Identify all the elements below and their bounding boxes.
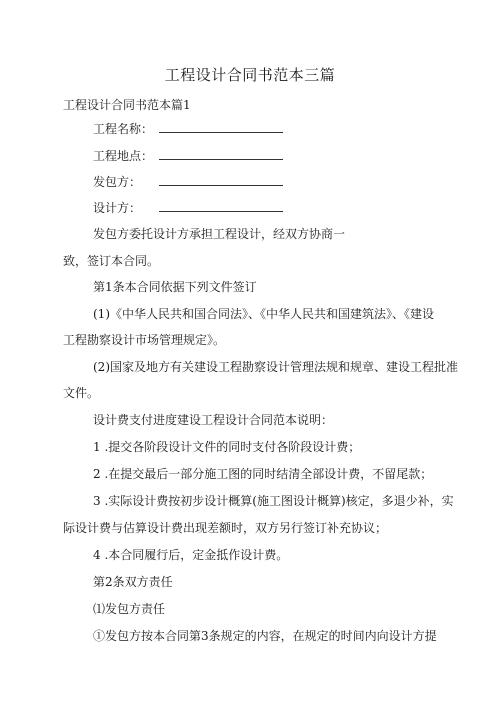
field-label: 设计方： bbox=[93, 201, 142, 215]
field-label: 工程地点： bbox=[93, 149, 154, 163]
sub-heading-client-duties: ⑴发包方责任 bbox=[93, 602, 166, 616]
paragraph-intro-line2: 致，签订本合同。 bbox=[63, 254, 160, 268]
field-designer bbox=[93, 200, 283, 216]
field-blank-line bbox=[159, 174, 283, 186]
item-2-line2: 文件。 bbox=[63, 386, 100, 400]
field-blank-line bbox=[159, 200, 283, 212]
item-2-line1: (2)国家及地方有关建设工程勘察设计管理法规和规章、建设工程批准 bbox=[93, 360, 459, 374]
client-duty-1-line1: ①发包方按本合同第3条规定的内容，在规定的时间内向设计方提 bbox=[93, 629, 437, 643]
field-label: 发包方： bbox=[93, 175, 142, 189]
paragraph-intro-line1: 发包方委托设计方承担工程设计，经双方协商一 bbox=[93, 227, 346, 241]
field-blank-line bbox=[159, 148, 283, 160]
item-1-line1: (1)《中华人民共和国合同法》、《中华人民共和国建筑法》、《建设 bbox=[93, 307, 435, 321]
fee-item-3-line2: 际设计费与估算设计费出现差额时，双方另行签订补充协议； bbox=[63, 521, 388, 535]
document-title: 工程设计合同书范本三篇 bbox=[164, 66, 336, 84]
field-project-location bbox=[93, 148, 283, 164]
fee-heading: 设计费支付进度建设工程设计合同范本说明： bbox=[93, 413, 334, 427]
document-subtitle: 工程设计合同书范本篇1 bbox=[63, 98, 191, 112]
fee-item-2: 2 .在提交最后一部分施工图的同时结清全部设计费，不留尾款； bbox=[93, 467, 433, 481]
article-2-heading: 第2条双方责任 bbox=[93, 575, 173, 589]
fee-item-4: 4 .本合同履行后，定金抵作设计费。 bbox=[93, 548, 289, 562]
field-project-name bbox=[93, 121, 283, 137]
field-blank-line bbox=[159, 121, 283, 133]
fee-item-1: 1 .提交各阶段设计文件的同时支付各阶段设计费； bbox=[93, 440, 361, 454]
article-1-heading: 第1条本合同依据下列文件签订 bbox=[93, 280, 257, 294]
item-1-line2: 工程勘察设计市场管理规定》。 bbox=[63, 333, 226, 347]
fee-item-3-line1: 3 .实际设计费按初步设计概算(施工图设计概算)核定，多退少补，实 bbox=[93, 494, 454, 508]
field-client bbox=[93, 174, 283, 190]
field-label: 工程名称： bbox=[93, 122, 154, 136]
